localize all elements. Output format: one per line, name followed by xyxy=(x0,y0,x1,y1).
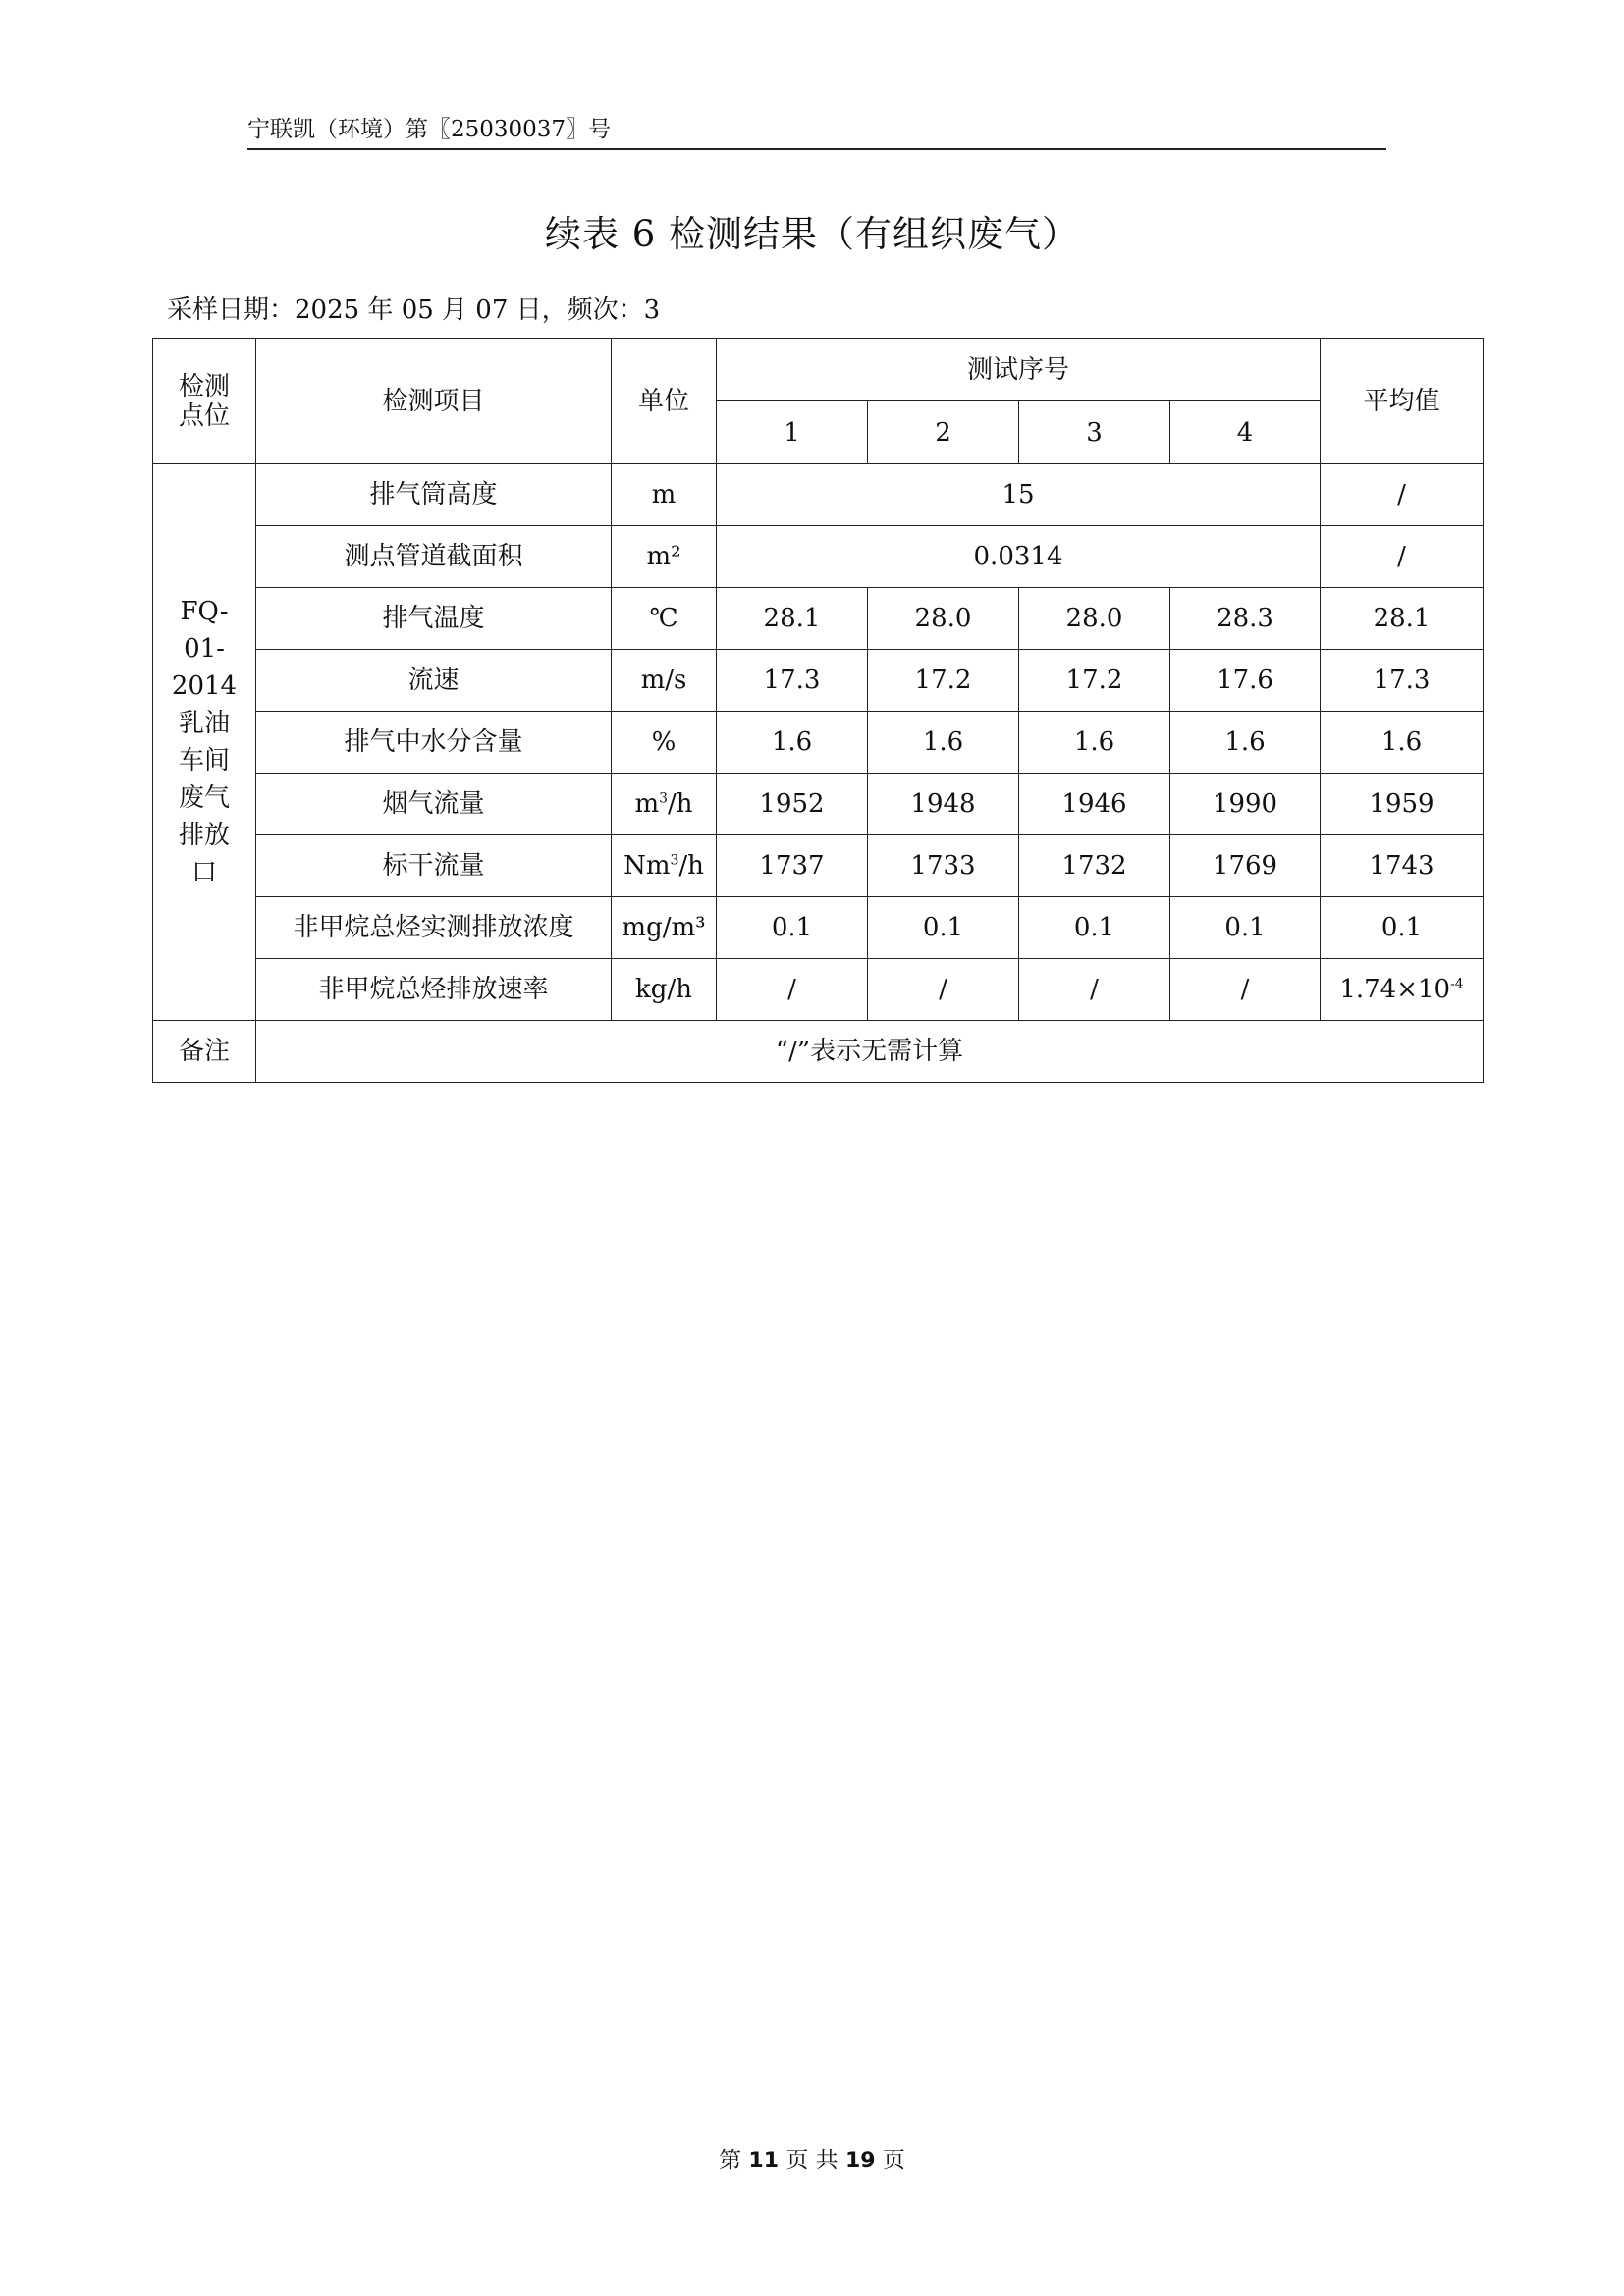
value-cell: 1732 xyxy=(1019,835,1170,897)
site-line: 排放 xyxy=(178,821,230,850)
value-cell: / xyxy=(717,959,868,1021)
site-line: 2014 xyxy=(171,671,238,701)
average-cell: 1.6 xyxy=(1321,712,1484,774)
item-header: 检测项目 xyxy=(256,339,612,464)
remark-label: 备注 xyxy=(153,1021,256,1083)
site-line: 乳油 xyxy=(178,709,230,738)
item-cell: 排气中水分含量 xyxy=(256,712,612,774)
average-cell: 17.3 xyxy=(1321,650,1484,712)
sequence-header: 2 xyxy=(868,401,1019,464)
item-cell: 非甲烷总烃排放速率 xyxy=(256,959,612,1021)
value-cell: 28.0 xyxy=(1019,588,1170,650)
unit-header: 单位 xyxy=(612,339,717,464)
value-cell: 1.6 xyxy=(717,712,868,774)
current-page-number: 11 xyxy=(748,2149,780,2173)
footer-suffix: 页 xyxy=(882,2148,905,2173)
unit-cell: m/s xyxy=(612,650,717,712)
test-number-header: 测试序号 xyxy=(717,339,1321,401)
footer-middle: 页 共 xyxy=(785,2148,839,2173)
table-row xyxy=(153,464,1484,526)
sequence-header: 3 xyxy=(1019,401,1170,464)
item-cell: 流速 xyxy=(256,650,612,712)
value-cell: 1990 xyxy=(1170,774,1321,835)
value-cell: 17.2 xyxy=(868,650,1019,712)
unit-cell xyxy=(612,774,717,835)
value-cell: / xyxy=(1019,959,1170,1021)
footer-prefix: 第 xyxy=(719,2148,742,2173)
unit-cell: % xyxy=(612,712,717,774)
value-cell: 1.6 xyxy=(868,712,1019,774)
item-cell: 排气筒高度 xyxy=(256,464,612,526)
item-cell: 测点管道截面积 xyxy=(256,526,612,588)
merged-value-cell: 15 xyxy=(717,464,1321,526)
item-cell: 烟气流量 xyxy=(256,774,612,835)
value-cell: 1948 xyxy=(868,774,1019,835)
unit-cell: ℃ xyxy=(612,588,717,650)
unit-cell: mg/m³ xyxy=(612,897,717,959)
value-cell: 17.3 xyxy=(717,650,868,712)
monitoring-site-cell xyxy=(153,464,256,1021)
item-cell: 排气温度 xyxy=(256,588,612,650)
header-row xyxy=(153,339,1484,401)
site-line: 车间 xyxy=(178,746,230,775)
table-row xyxy=(153,588,1484,650)
table-row xyxy=(153,959,1484,1021)
average-cell: 0.1 xyxy=(1321,897,1484,959)
unit-cell: kg/h xyxy=(612,959,717,1021)
merged-value-cell: 0.0314 xyxy=(717,526,1321,588)
site-line: 口 xyxy=(190,858,217,887)
average-cell: 1959 xyxy=(1321,774,1484,835)
remark-text: “/”表示无需计算 xyxy=(256,1021,1484,1083)
site-line: FQ- xyxy=(180,597,229,626)
average-cell: / xyxy=(1321,526,1484,588)
results-table xyxy=(152,338,1484,1083)
table-row xyxy=(153,526,1484,588)
table-row xyxy=(153,650,1484,712)
unit-superscript: 3 xyxy=(670,852,679,869)
value-cell: 17.6 xyxy=(1170,650,1321,712)
value-cell: 17.2 xyxy=(1019,650,1170,712)
table-row xyxy=(153,774,1484,835)
page-footer xyxy=(0,2146,1624,2176)
value-cell: 0.1 xyxy=(1170,897,1321,959)
average-cell xyxy=(1321,959,1484,1021)
unit-cell xyxy=(612,835,717,897)
site-line: 01- xyxy=(184,634,225,664)
report-number-header: 宁联凯（环境）第〖25030037〗号 xyxy=(247,115,1386,150)
sequence-header: 1 xyxy=(717,401,868,464)
table-row xyxy=(153,835,1484,897)
average-cell: 28.1 xyxy=(1321,588,1484,650)
unit-cell: m² xyxy=(612,526,717,588)
unit-tail: /h xyxy=(668,789,693,819)
value-cell: 28.3 xyxy=(1170,588,1321,650)
unit-base: Nm xyxy=(623,851,671,881)
value-cell: / xyxy=(1170,959,1321,1021)
value-cell: 0.1 xyxy=(717,897,868,959)
average-cell: / xyxy=(1321,464,1484,526)
value-cell: 1.6 xyxy=(1019,712,1170,774)
unit-base: m xyxy=(634,789,660,819)
value-cell: 0.1 xyxy=(868,897,1019,959)
site-header-line: 点位 xyxy=(178,400,230,431)
value-cell: / xyxy=(868,959,1019,1021)
value-cell: 1946 xyxy=(1019,774,1170,835)
value-cell: 1.6 xyxy=(1170,712,1321,774)
unit-cell: m xyxy=(612,464,717,526)
value-cell: 1952 xyxy=(717,774,868,835)
item-cell: 标干流量 xyxy=(256,835,612,897)
value-cell: 28.0 xyxy=(868,588,1019,650)
table-row xyxy=(153,897,1484,959)
sequence-header: 4 xyxy=(1170,401,1321,464)
average-base: 1.74×10 xyxy=(1339,975,1451,1004)
table-row xyxy=(153,712,1484,774)
unit-superscript: 3 xyxy=(659,790,669,807)
value-cell: 1769 xyxy=(1170,835,1321,897)
site-header-line: 检测 xyxy=(178,371,230,401)
item-cell: 非甲烷总烃实测排放浓度 xyxy=(256,897,612,959)
value-cell: 0.1 xyxy=(1019,897,1170,959)
site-header xyxy=(153,339,256,464)
average-exponent: -4 xyxy=(1450,976,1464,992)
total-page-number: 19 xyxy=(844,2149,876,2173)
remark-row xyxy=(153,1021,1484,1083)
average-cell: 1743 xyxy=(1321,835,1484,897)
value-cell: 28.1 xyxy=(717,588,868,650)
sampling-info: 采样日期：2025 年 05 月 07 日，频次：3 xyxy=(167,295,661,325)
value-cell: 1733 xyxy=(868,835,1019,897)
value-cell: 1737 xyxy=(717,835,868,897)
page-title: 续表 6 检测结果（有组织废气） xyxy=(544,213,1080,255)
unit-tail: /h xyxy=(678,851,704,881)
average-header: 平均值 xyxy=(1321,339,1484,464)
site-line: 废气 xyxy=(178,783,230,813)
